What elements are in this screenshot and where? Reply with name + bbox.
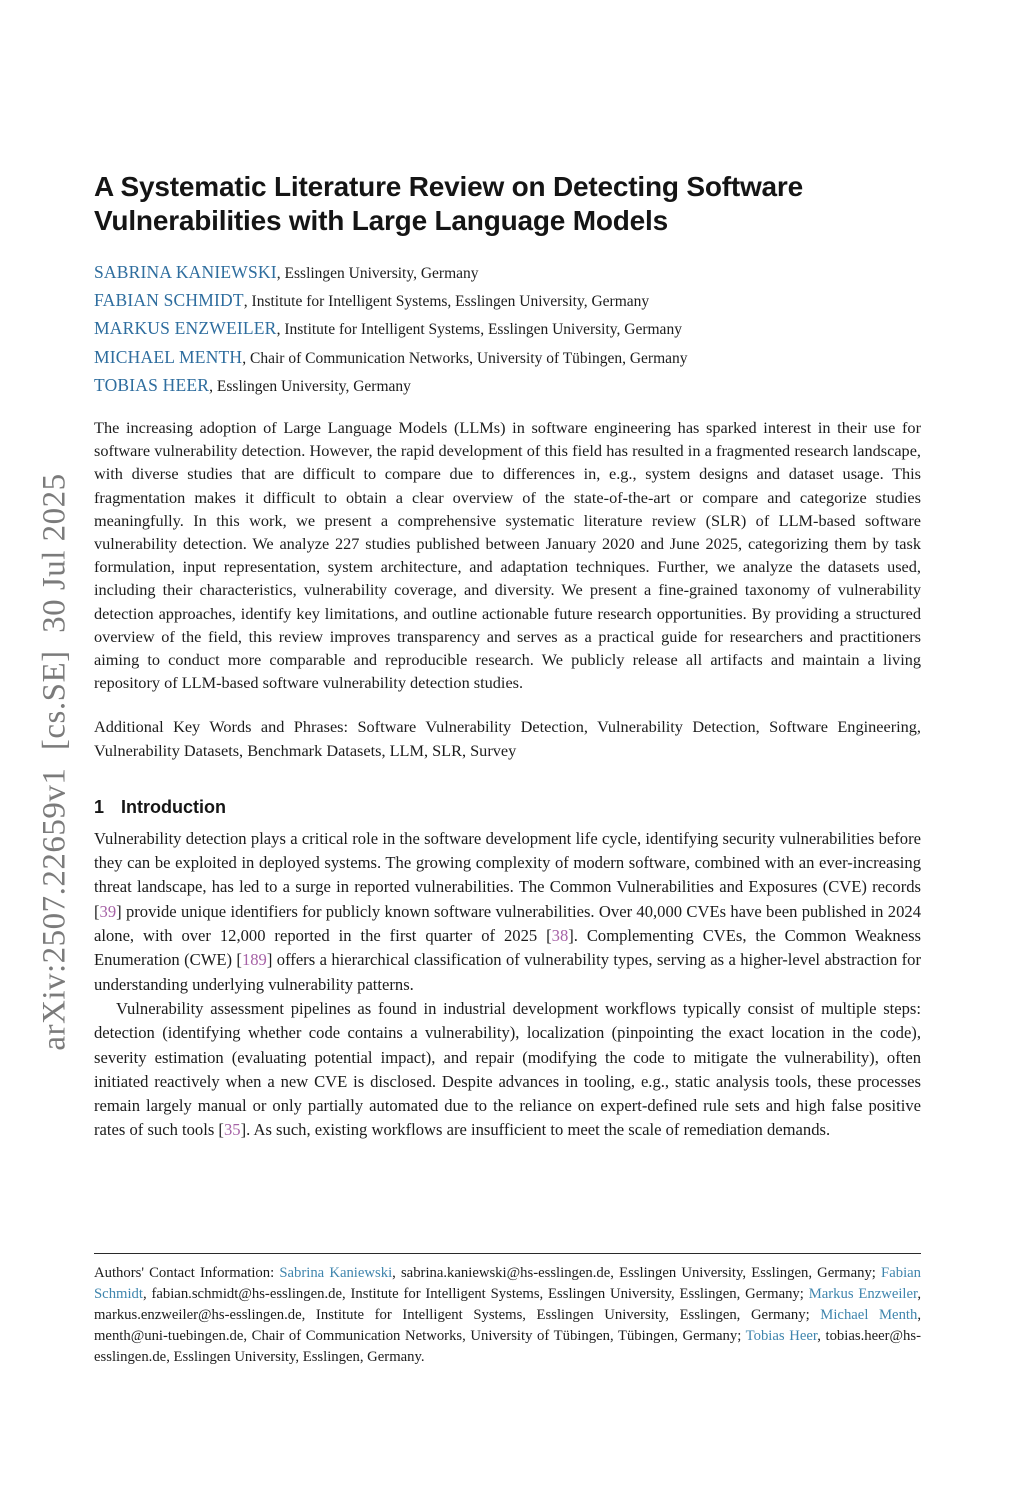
author-affiliation: , Chair of Communication Networks, University of Tübingen, Germany	[242, 349, 688, 367]
author-affiliation: , Esslingen University, Germany	[276, 265, 479, 282]
section-title: Introduction	[121, 796, 226, 817]
paper-title-line2: Vulnerabilities with Large Language Models	[94, 205, 668, 236]
paper-title-line1: A Systematic Literature Review on Detecting Software	[94, 171, 803, 202]
author-name: MARKUS ENZWEILER	[94, 318, 277, 339]
abstract-text: The increasing adoption of Large Language Models (LLMs) in software engineering has sparked interest in their use for software vulnerability detection. However, the rapid development of this field has resulted in a fragmented research landscape, with diverse studies that are difficult to compare due to differences in, e.g., system designs and dataset usage. This fragmentation makes it difficult to obtain a clear overview of the state-of-the-art or compare and categorize studies meaningfully. In this work, we present a comprehensive systematic literature review (SLR) of LLM-based software vulnerability detection. We analyze 227 studies published between January 2020 and June 2025, categorizing them by task formulation, input representation, system architecture, and adaptation techniques. Further, we analyze the datasets used, including their characteristics, vulnerability coverage, and diversity. We present a fine-grained taxonomy of vulnerability detection approaches, identify key limitations, and outline actionable future research opportunities. By providing a structured overview of the field, this review improves transparency and serves as a practical guide for researchers and practitioners aiming to conduct more comparable and reproducible research. We publicly release all artifacts and maintain a living repository of LLM-based software vulnerability detection studies.	[94, 418, 921, 693]
author-affiliation: , Esslingen University, Germany	[209, 377, 411, 395]
author-name: TOBIAS HEER	[94, 374, 210, 395]
contact-footer: Authors' Contact Information: Sabrina Kaniewski, sabrina.kaniewski@hs-esslingen.de, Esslingen University, Esslingen, Germany; Fabian Schmidt, fabian.schmidt@hs-esslingen.de, Institute for Intelligent Systems, Esslingen University, Esslingen, Germany; Markus Enzweiler, markus.enzweiler@hs-esslingen.de, Institute for Intelligent Systems, Esslingen University, Esslingen, Germany; Michael Menth, menth@uni-tuebingen.de, Chair of Communication Networks, University of Tübingen, Tübingen, Germany; Tobias Heer, tobias.heer@hs-esslingen.de, Esslingen University, Esslingen, Germany.	[94, 1265, 922, 1365]
contact-link[interactable]: Tobias Heer	[745, 1328, 818, 1344]
author-affiliation: , Institute for Intelligent Systems, Esslingen University, Germany	[276, 321, 682, 339]
author-line	[94, 372, 921, 400]
contact-link[interactable]: Sabrina Kaniewski	[279, 1265, 393, 1281]
authors-list	[94, 259, 921, 400]
author-line	[94, 315, 921, 343]
footer-block	[94, 1253, 921, 1368]
citation-link[interactable]: 38	[551, 926, 569, 946]
contact-link[interactable]: Fabian Schmidt	[94, 1265, 922, 1302]
paper-title	[94, 0, 921, 238]
author-line	[94, 344, 921, 372]
contact-link[interactable]: Markus Enzweiler	[808, 1286, 918, 1302]
intro-paragraph-2: Vulnerability assessment pipelines as found in industrial development workflows typically consist of multiple steps: detection (identifying whether code contains a vulnerability), localization (pinpointing the exact location in the code), severity estimation (evaluating potential impact), and repair (modifying the code to mitigate the vulnerability), often initiated reactively when a new CVE is disclosed. Despite advances in tooling, e.g., static analysis tools, these processes remain largely manual or only partially automated due to the reliance on expert-defined rule sets and high false positive rates of such tools [35]. As such, existing workflows are insufficient to meet the scale of remediation demands.	[94, 998, 921, 1140]
keywords-text: Additional Key Words and Phrases: Software Vulnerability Detection, Vulnerability Detection, Software Engineering, Vulnerability Datasets, Benchmark Datasets, LLM, SLR, Survey	[94, 717, 921, 760]
citation-link[interactable]: 35	[223, 1120, 241, 1140]
author-affiliation: , Institute for Intelligent Systems, Esslingen University, Germany	[243, 293, 650, 311]
section-heading-introduction	[94, 797, 921, 818]
author-name: FABIAN SCHMIDT	[94, 290, 244, 311]
author-name: SABRINA KANIEWSKI	[94, 262, 277, 282]
page-content	[94, 0, 921, 1143]
citation-link[interactable]: 189	[241, 950, 267, 970]
footnote-rule	[94, 1253, 921, 1254]
author-name: MICHAEL MENTH	[94, 346, 243, 367]
arxiv-watermark: arXiv:2507.22659v1 [cs.SE] 30 Jul 2025	[36, 473, 73, 1051]
section-number: 1	[94, 796, 105, 817]
author-line	[94, 259, 921, 287]
citation-link[interactable]: 39	[99, 901, 117, 921]
author-line	[94, 287, 921, 315]
intro-paragraph-1: Vulnerability detection plays a critical role in the software development life cycle, identifying security vulnerabilities before they can be exploited in deployed systems. The growing complexity of modern software, combined with an ever-increasing threat landscape, has led to a surge in reported vulnerabilities. The Common Vulnerabilities and Exposures (CVE) records [39] provide unique identifiers for publicly known software vulnerabilities. Over 40,000 CVEs have been published in 2024 alone, with over 12,000 reported in the first quarter of 2025 [38]. Complementing CVEs, the Common Weakness Enumeration (CWE) [189] offers a hierarchical classification of vulnerability types, serving as a higher-level abstraction for understanding underlying vulnerability patterns.	[94, 828, 921, 994]
contact-link[interactable]: Michael Menth	[820, 1307, 918, 1323]
